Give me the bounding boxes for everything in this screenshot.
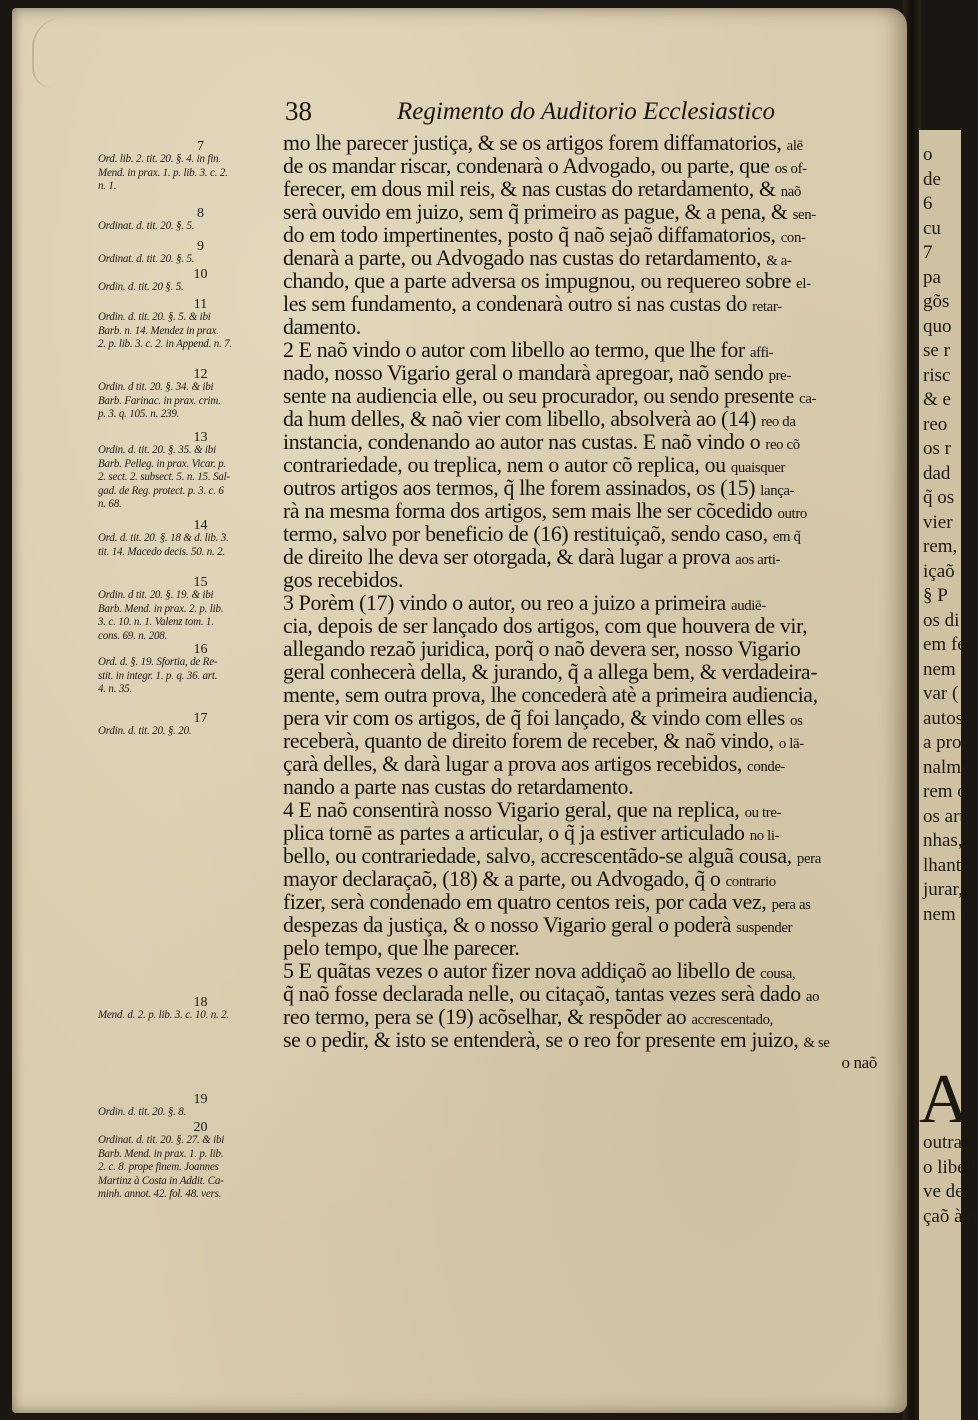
adjacent-page-text: os arti <box>923 805 970 827</box>
line-text: çarà delles, & darà lugar a prova aos artigos recebidos, <box>283 751 748 776</box>
text-line <box>283 660 895 683</box>
line-text: gos recebidos. <box>283 567 404 592</box>
line-tail-small-type: audiē- <box>730 598 766 614</box>
line-tail-small-type: lança- <box>760 483 795 499</box>
catchword: o naõ <box>841 1053 877 1072</box>
body-text <box>283 131 905 1074</box>
line-tail-small-type: outro <box>777 506 807 522</box>
margin-note-line: 2. sect. 2. subsect. 5. n. 15. Sal- <box>98 471 230 483</box>
margin-note-line: Ordin. d. tit. 20. §. 8. <box>98 1106 187 1118</box>
margin-note-line: tit. 14. Macedo decis. 50. n. 2. <box>98 545 226 558</box>
line-text: damento. <box>283 314 361 339</box>
margin-note-number: 10 <box>193 267 208 282</box>
adjacent-page-text: pa <box>923 266 941 288</box>
line-tail-small-type: naõ <box>780 184 802 200</box>
text-line <box>283 982 895 1005</box>
text-line <box>283 1028 895 1051</box>
line-tail-small-type: cousa, <box>760 966 796 982</box>
margin-note-line: n. 68. <box>98 498 122 510</box>
line-text: allegando rezaõ juridica, porq̃ o naõ devera ser, nosso Vigario <box>283 636 801 661</box>
text-line <box>283 706 895 729</box>
margin-note-number: 18 <box>193 995 208 1010</box>
line-text: de direito lhe deva ser otorgada, & darà lugar a prova <box>283 544 736 569</box>
line-tail-small-type: el- <box>796 276 811 292</box>
line-text: termo, salvo por beneficio de (16) restituiçaõ, sendo caso, <box>283 521 773 546</box>
adjacent-page-text: cu <box>923 217 941 239</box>
margin-note-number: 20 <box>193 1120 208 1135</box>
adjacent-page-text: 7 <box>923 242 933 263</box>
line-text: bello, ou contrariedade, salvo, accrescentãdo-se alguã cousa, <box>283 843 797 868</box>
line-text: nado, nosso Vigario geral o mandarà apregoar, naõ sendo <box>283 360 769 385</box>
line-text: se o pedir, & isto se entenderà, se o reo for presente em juizo, <box>283 1027 804 1052</box>
margin-note-line: 2. p. lib. 3. c. 2. in Append. n. 7. <box>98 338 232 350</box>
margin-note-line: Ord. d. tit. 20. §. 18 & d. lib. 3. <box>98 532 229 544</box>
margin-note-line: Ordin. d. tit. 20. §. 35. & ibi <box>98 444 216 456</box>
adjacent-page-text: 6 <box>923 193 933 214</box>
text-line <box>283 177 895 200</box>
line-text: pera vir com os artigos, de q̃ foi lançado, & vindo com elles <box>283 705 791 730</box>
margin-note-number: 17 <box>193 711 208 726</box>
margin-note <box>98 576 283 643</box>
line-text: fizer, serà condenado em quatro centos reis, por cada vez, <box>283 889 772 914</box>
line-text: chando, que a parte adversa os impugnou, ou requereo sobre <box>283 268 797 293</box>
margin-note <box>98 1093 283 1120</box>
margin-note <box>98 207 283 234</box>
line-tail-small-type: & se <box>803 1035 830 1051</box>
margin-note <box>98 240 283 267</box>
text-line <box>283 522 895 545</box>
line-text: denarà a parte, ou Advogado nas custas do retardamento, <box>283 245 767 270</box>
margin-note-line: Ordinat. d. tit. 20. §. 5. <box>98 220 195 232</box>
adjacent-page-text: dad <box>923 462 951 484</box>
margin-note-number: 14 <box>193 518 208 533</box>
text-line <box>283 269 895 292</box>
adjacent-page-text: os r <box>923 438 951 459</box>
line-text: despezas da justiça, & o nosso Vigario geral o poderà <box>283 912 737 937</box>
text-line <box>283 913 895 936</box>
page-number: 38 <box>285 96 312 126</box>
margin-note-line: minh. annot. 42. fol. 48. vers. <box>98 1188 222 1200</box>
text-line <box>283 591 895 614</box>
line-tail-small-type: pera as <box>771 897 811 913</box>
margin-note-line: Mend. d. 2. p. lib. 3. c. 10. n. 2. <box>98 1009 230 1021</box>
text-line <box>283 338 895 361</box>
margin-note-line: Ordin. d. tit. 20. §. 5. & ibi <box>98 311 211 323</box>
text-line <box>283 1005 895 1028</box>
adjacent-page-text: çaõ à p <box>923 1205 977 1227</box>
margin-note-line: Ordinat. d. tit. 20. §. 27. & ibi <box>98 1134 225 1146</box>
adjacent-page-text: q̃ os <box>923 487 955 508</box>
adjacent-page-text: gõs <box>923 291 950 312</box>
text-line <box>283 430 895 453</box>
adjacent-page-text: jurar, <box>923 879 963 900</box>
line-text: da hum delles, & naõ vier com libello, absolverà ao (14) <box>283 406 762 431</box>
margin-note-line: cons. 69. n. 208. <box>98 629 168 642</box>
page-header <box>285 96 845 130</box>
line-tail-small-type: o lā- <box>778 736 804 752</box>
margin-note-line: Martinz à Costa in Addit. Ca- <box>98 1174 224 1187</box>
line-text: mente, sem outra prova, lhe concederà atè a primeira audiencia, <box>283 682 818 707</box>
adjacent-page-text: & e <box>923 389 951 410</box>
adjacent-page-text: rem o <box>923 781 967 802</box>
line-tail-small-type: ou tre- <box>744 805 782 821</box>
margin-note-line: p. 3. q. 105. n. 239. <box>98 408 180 420</box>
margin-note-line: 4. n. 35. <box>98 683 133 695</box>
adjacent-page-text: o <box>923 144 933 165</box>
line-text: ferecer, em dous mil reis, & nas custas do retardamento, & <box>283 176 781 201</box>
text-line <box>283 131 895 154</box>
line-tail-small-type: alē <box>786 138 803 154</box>
line-text: plica tornē as partes a articular, o q̃ ja estiver articulado <box>283 820 750 845</box>
text-line <box>283 637 895 660</box>
line-text: mo lhe parecer justiça, & se os artigos forem diffamatorios, <box>283 130 787 155</box>
line-tail-small-type: ao <box>805 989 820 1005</box>
text-line <box>283 476 895 499</box>
margin-note-number: 7 <box>197 139 204 154</box>
margin-note-number: 11 <box>193 297 208 312</box>
text-line <box>283 798 895 821</box>
line-tail-small-type: pera <box>796 851 821 867</box>
line-text: 4 E naõ consentirà nosso Vigario geral, que na replica, <box>283 797 745 822</box>
margin-note <box>98 298 283 352</box>
text-line <box>283 729 895 752</box>
adjacent-page-text: risc <box>923 364 951 386</box>
line-text: nando a parte nas custas do retardamento. <box>283 774 634 799</box>
adjacent-page-text: se r <box>923 340 950 361</box>
adjacent-page-text: vier <box>923 511 953 533</box>
line-text: rà na mesma forma dos artigos, sem mais lhe ser cõcedido <box>283 498 778 523</box>
text-line <box>283 890 895 913</box>
adjacent-page-text: nalme <box>923 756 970 778</box>
line-tail-small-type: reo da <box>761 414 796 430</box>
text-line <box>283 384 895 407</box>
line-tail-small-type: em q̃ <box>772 529 801 545</box>
text-line <box>283 223 895 246</box>
line-tail-small-type: os of- <box>774 161 807 177</box>
line-text: 2 E naõ vindo o autor com libello ao termo, que lhe for <box>283 337 750 362</box>
adjacent-page-text: de <box>923 168 941 190</box>
margin-note-line: Ord. lib. 2. tit. 20. §. 4. in fin. <box>98 153 221 165</box>
text-line <box>283 200 895 223</box>
text-line <box>283 453 895 476</box>
line-tail-small-type: os <box>790 713 803 729</box>
text-line <box>283 752 895 775</box>
adjacent-page-text: reo <box>923 413 948 435</box>
line-tail-small-type: quaisquer <box>730 460 786 476</box>
line-tail-small-type: reo cõ <box>765 437 800 453</box>
line-text: serà ouvido em juizo, sem q̃ primeiro as pague, & a pena, & <box>283 199 793 224</box>
adjacent-page-text: o libell <box>923 1156 977 1178</box>
margin-note-line: Mend. in prax. 1. p. lib. 3. c. 2. <box>98 166 228 179</box>
running-title: Regimento do Auditorio Ecclesiastico <box>397 98 775 125</box>
text-line <box>283 775 895 798</box>
text-line <box>283 407 895 430</box>
margin-note-number: 19 <box>193 1092 208 1107</box>
paper-stain <box>32 18 74 88</box>
text-line <box>283 499 895 522</box>
margin-note <box>98 643 283 697</box>
line-tail-small-type: retar- <box>752 299 782 315</box>
line-tail-small-type: & a- <box>766 253 792 269</box>
line-text: contrariedade, ou treplica, nem o autor cõ replica, ou <box>283 452 731 477</box>
margin-note-line: Barb. Mend. in prax. 1. p. lib. <box>98 1147 224 1160</box>
line-tail-small-type: con- <box>780 230 806 246</box>
line-tail-small-type: ca- <box>799 391 817 407</box>
adjacent-page-text: nem fa <box>923 903 976 925</box>
line-tail-small-type: no li- <box>749 828 780 844</box>
line-text: sente na audiencia elle, ou seu procurador, ou sendo presente <box>283 383 800 408</box>
margin-note-line: Ordinat. d. tit. 20. §. 5. <box>98 253 195 265</box>
adjacent-page-text: lhante <box>923 854 970 876</box>
adjacent-page-text: a pro <box>923 732 962 753</box>
text-line <box>283 683 895 706</box>
adjacent-page-text: em fe <box>923 634 966 655</box>
line-text: mayor declaraçaõ, (18) & a parte, ou Advogado, q̃ o <box>283 866 726 891</box>
margin-note-number: 13 <box>193 430 208 445</box>
margin-note-number: 12 <box>193 367 208 382</box>
margin-note-line: gad. de Reg. protect. p. 3. c. 6 <box>98 484 224 497</box>
line-tail-small-type: sen- <box>792 207 816 223</box>
line-text: receberà, quanto de direito forem de receber, & naõ vindo, <box>283 728 779 753</box>
line-text: pelo tempo, que lhe parecer. <box>283 935 520 960</box>
margin-note-number: 9 <box>197 239 204 254</box>
adjacent-page-text: içaõ <box>923 560 955 582</box>
margin-note <box>98 996 283 1023</box>
adjacent-page-text: var ( <box>923 683 959 704</box>
adjacent-page-text: outras <box>923 1132 970 1153</box>
margin-note-line: Ordin. d. tit. 20 §. 5. <box>98 281 184 293</box>
margin-note-line: Ordin. d. tit. 20. §. 20. <box>98 725 192 737</box>
text-line <box>283 844 895 867</box>
margin-note <box>98 1121 283 1202</box>
margin-note-line: Barb. Mend. in prax. 2. p. lib. <box>98 602 224 615</box>
text-line <box>283 154 895 177</box>
text-line <box>283 568 895 591</box>
margin-note <box>98 431 283 512</box>
margin-note-line: n. 1. <box>98 180 117 192</box>
adjacent-page-text: § P <box>923 585 948 606</box>
text-line <box>283 545 895 568</box>
margin-note <box>98 140 283 194</box>
text-line <box>283 246 895 269</box>
text-line <box>283 959 895 982</box>
margin-note <box>98 519 283 559</box>
margin-note <box>98 712 283 739</box>
line-tail-small-type: pre- <box>768 368 791 384</box>
line-tail-small-type: accrescentado, <box>691 1012 774 1028</box>
line-text: geral conhecerà della, & jurando, q̃ a allega bem, & verdadeira- <box>283 659 818 684</box>
line-text: reo termo, pera se (19) acõselhar, & respõder ao <box>283 1004 692 1029</box>
text-line <box>283 936 895 959</box>
margin-note-number: 15 <box>193 575 208 590</box>
margin-note-line: Ordin. d tit. 20. §. 34. & ibi <box>98 381 214 393</box>
text-line <box>283 867 895 890</box>
text-line <box>283 292 895 315</box>
margin-note <box>98 368 283 422</box>
text-line <box>283 315 895 338</box>
margin-note-line: Ord. d. §. 19. Sfortia, de Re- <box>98 656 218 668</box>
adjacent-page-text: nhas, <box>923 830 963 851</box>
adjacent-page-text: nem <box>923 658 956 680</box>
adjacent-page-text: os di <box>923 609 960 631</box>
adjacent-page-text: autos <box>923 707 964 729</box>
margin-note-number: 16 <box>193 642 208 657</box>
adjacent-page-text: quo <box>923 315 952 337</box>
margin-note-line: Barb. n. 14. Mendez in prax. <box>98 324 219 337</box>
margin-note <box>98 268 283 295</box>
line-tail-small-type: affi- <box>749 345 774 361</box>
line-text: instancia, condenando ao autor nas custas. E naõ vindo o <box>283 429 766 454</box>
margin-note-line: 3. c. 10. n. 1. Valenz tom. 1. <box>98 616 214 628</box>
text-line <box>283 821 895 844</box>
margin-note-line: Barb. Pelleg. in prax. Vicar. p. <box>98 457 227 470</box>
line-tail-small-type: conde- <box>747 759 786 775</box>
margin-note-line: 2. c. 8. prope finem. Joannes <box>98 1161 219 1173</box>
text-line <box>283 361 895 384</box>
line-text: q̃ naõ fosse declarada nelle, ou citaçaõ, tantas vezes serà dado <box>283 981 806 1006</box>
margin-note-line: Ordin. d tit. 20. §. 19. & ibi <box>98 589 214 601</box>
line-text: outros artigos aos termos, q̃ lhe forem assinados, os (15) <box>283 475 761 500</box>
adjacent-page-text: ve de v <box>923 1181 978 1202</box>
line-text: 3 Porèm (17) vindo o autor, ou reo a juizo a primeira <box>283 590 731 615</box>
adjacent-page-fragment <box>919 130 978 1420</box>
line-text: les sem fundamento, a condenarà outro si nas custas do <box>283 291 753 316</box>
line-tail-small-type: suspender <box>736 920 793 936</box>
line-tail-small-type: contrario <box>725 874 776 890</box>
margin-note-number: 8 <box>197 206 204 221</box>
margin-note-line: Barb. Farinac. in prax. crim. <box>98 394 221 407</box>
line-text: 5 E quãtas vezes o autor fizer nova addiçaõ ao libello de <box>283 958 761 983</box>
margin-note-line: stit. in integr. 1. p. q. 36. art. <box>98 669 218 682</box>
line-text: de os mandar riscar, condenarà o Advogado, ou parte, que <box>283 153 775 178</box>
adjacent-page-text: rem, <box>923 536 958 557</box>
line-tail-small-type: aos arti- <box>735 552 781 568</box>
line-text: cia, depois de ser lançado dos artigos, com que houvera de vir, <box>283 613 808 638</box>
adjacent-page-drop-initial: A <box>919 1061 970 1138</box>
line-text: do em todo impertinentes, posto q̃ naõ sejaõ diffamatorios, <box>283 222 781 247</box>
text-line <box>283 614 895 637</box>
